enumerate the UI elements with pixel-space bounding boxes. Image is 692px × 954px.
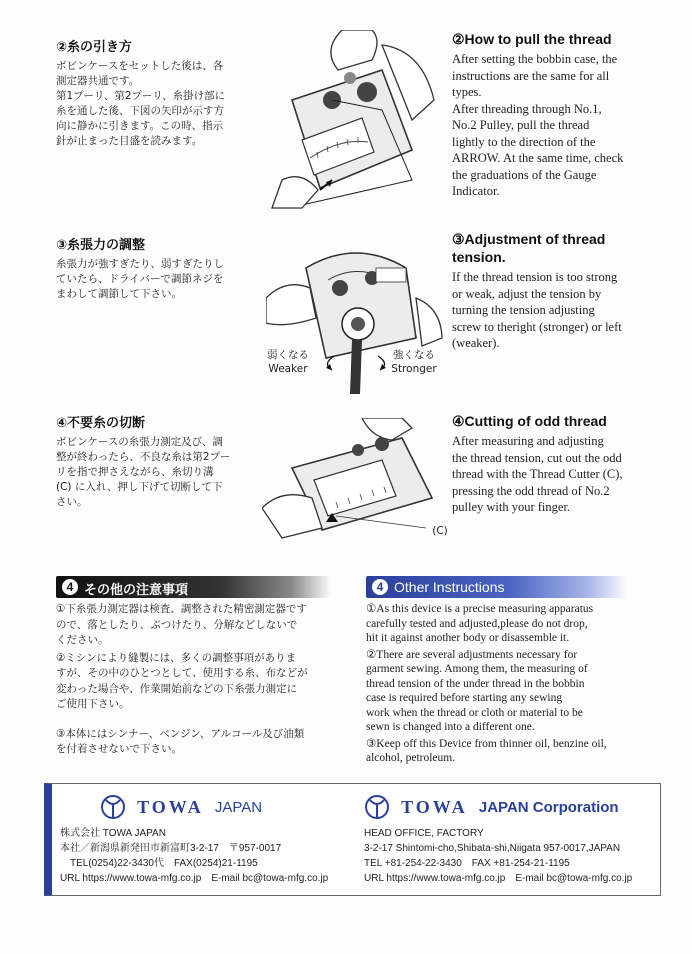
section-body-jp: 糸張力が強すぎたり、弱すぎたりし ていたら、ドライバーで調節ネジを まわして調節して下さい。 [56,258,224,300]
section-title-en: ④Cutting of odd thread [452,413,607,429]
section-title-jp: ②糸の引き方 [56,40,133,55]
section-title-jp: ④不要糸の切断 [56,416,146,431]
section-body-en: If the thread tension is too strong or weak, adjust the tension by turning the tension adjusting screw to theright (stronger) or left (weaker). [452,270,622,350]
section-adjust-tension-en [452,230,652,352]
brand-suffix: JAPAN [214,798,263,816]
section-cut-thread-jp [56,412,256,510]
section-cut-thread-en [452,412,662,516]
address-en: HEAD OFFICE, FACTORY 3-2-17 Shintomi-cho,Shibata-shi,Niigata 957-0017,JAPAN TEL +81-254-22-3430 FAX +81-254-21-1195 URL https://www.towa-mfg.co.jp E-mail bc@towa-mfg.co.jp [364,828,633,884]
note-en-1: ①As this device is a precise measuring apparatus carefully tested and adjusted,please do not drop, hit it against another body or disassemble it. [366,603,594,644]
note-jp-2: ②ミシンにより縫製には、多くの調整事項がありま すが、その中のひとつとして、使用する糸、布などが 変わった場合や、作業開始前などの下糸張力測定に ご使用下さい。 [56,651,308,710]
section-pull-thread-en [452,30,652,200]
section-adjust-tension-jp [56,234,256,302]
section-body-jp: ボビンケースの糸張力測定及び、調 整が終わったら、不良な糸は第2プー リを指で押さえながら、糸切り溝 (C) に入れ、押し下げて切断して下 さい。 [56,436,231,508]
thread-cutter-illustration [262,418,452,558]
brand-wordmark: TOWA [137,796,204,817]
towa-logo-left [100,794,262,820]
other-instructions-heading-jp [56,576,332,598]
weaker-label-jp: 弱くなる [267,349,309,361]
note-jp-1: ①下糸張力測定器は検査、調整された精密測定器です ので、落としたり、ぶつけたり、分解などしないで ください。 [56,603,307,646]
weaker-label-en: Weaker [268,363,308,375]
section-title-jp: ③糸張力の調整 [56,238,146,253]
note-en-3: ③Keep off this Device from thinner oil, benzine oil, alcohol, petroleum. [366,737,607,764]
notes-jp [56,602,348,758]
note-en-2: ②There are several adjustments necessary for garment sewing. Among them, the measuring of thread tension of the under thread in the bobbin case is required before starting any sewing work when the thread or cloth or material to be sewn is changed into a different one. [366,648,588,733]
heading-text: その他の注意事項 [84,583,189,598]
section-title-en: ②How to pull the thread [452,31,612,47]
note-jp-3: ③本体にはシンナー、ベンジン、アルコール及び油類 を付着させないで下さい。 [56,727,305,755]
towa-logo-right [364,794,619,820]
gauge-pull-illustration [262,30,448,210]
brand-suffix: JAPAN Corporation [478,798,619,816]
brand-wordmark: TOWA [401,796,468,817]
notes-en [366,602,666,766]
heading-text: Other Instructions [394,579,505,595]
section-body-en: After setting the bobbin case, the instructions are the same for all types. After threading through No.1, No.2 Pulley, pull the thread lightly to the direction of the ARROW. At the same time, check the graduations of the Gauge Indicator. [452,52,624,198]
section-title-en: ③Adjustment of thread tension. [452,231,606,265]
weaker-label [258,348,318,376]
heading-number: 4 [62,579,78,595]
towa-emblem-icon [100,794,126,820]
stronger-label-en: Stronger [391,363,437,375]
company-footer [44,783,661,896]
heading-number: 4 [372,579,388,595]
section-body-en: After measuring and adjusting the thread tension, cut out the odd thread with the Thread Cutter (C), pressing the odd thread of No.2 pulley with your finger. [452,434,623,514]
cutter-label: (C) [432,525,448,537]
other-instructions-heading-en [366,576,628,598]
towa-emblem-icon [364,794,390,820]
stronger-label-jp: 強くなる [393,349,435,361]
address-jp: 株式会社 TOWA JAPAN 本社／新潟県新発田市新富町3-2-17 〒957-0017 TEL(0254)22-3430代 FAX(0254)21-1195 URL https://www.towa-mfg.co.jp E-mail bc@towa-mfg.co.jp [60,828,329,884]
stronger-label [384,348,444,376]
section-pull-thread-jp [56,36,256,149]
section-body-jp: ボビンケースをセットした後は、各 測定器共通です。 第1プーリ、第2プーリ、糸掛け部に 糸を通した後、下図の矢印が示す方 向に静かに引きます。この時、指示 針が止まった目盛を読みます。 [56,60,226,147]
